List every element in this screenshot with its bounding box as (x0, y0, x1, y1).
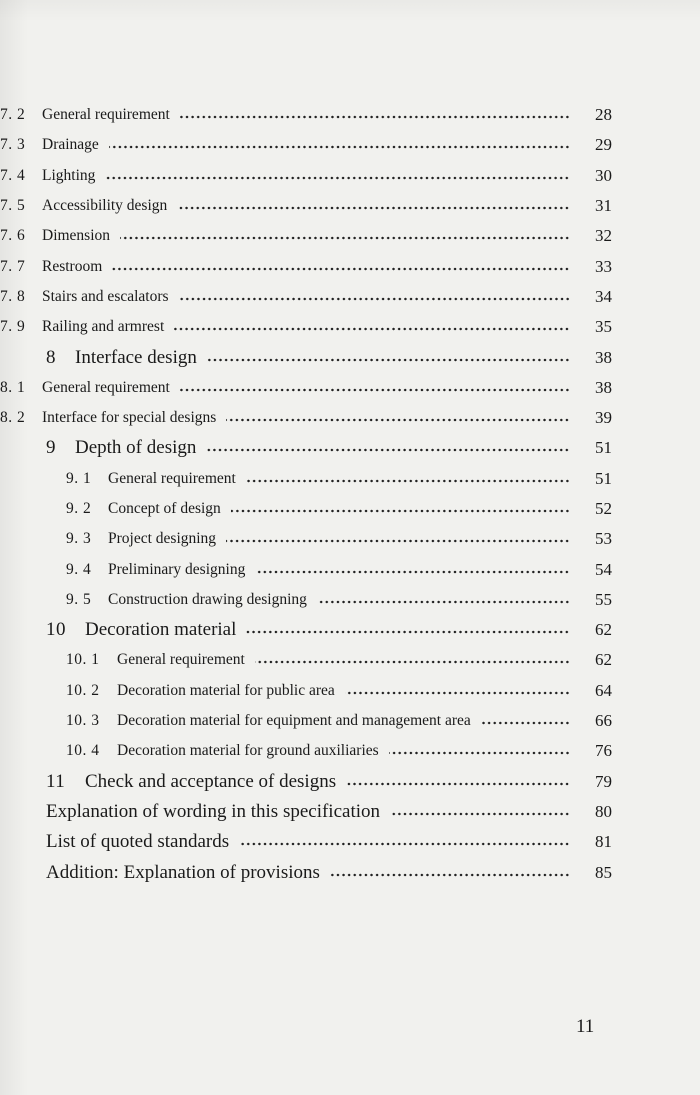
page-number: 28 (595, 105, 612, 125)
dot-leader (180, 115, 570, 119)
chapter-number: 10 (46, 619, 66, 641)
section-title: Preliminary designing (108, 560, 246, 578)
dot-leader (246, 630, 570, 634)
page-number: 62 (595, 650, 612, 670)
section-number: 9. 3 (66, 530, 92, 548)
section-number: 10. 1 (66, 651, 100, 669)
section-number: 7. 7 (0, 257, 26, 275)
toc-entry-addition[interactable] (0, 857, 700, 887)
section-number: 7. 4 (0, 166, 26, 184)
toc-entry-explanation-of-wording[interactable] (0, 797, 700, 827)
page-number: 31 (595, 196, 612, 216)
toc-entry-9-2[interactable] (0, 494, 700, 524)
section-title: Decoration material for equipment and management area (117, 712, 471, 730)
dot-leader (345, 691, 570, 695)
dot-leader (174, 327, 570, 331)
chapter-title: Explanation of wording in this specification (46, 800, 381, 822)
section-title: Accessibility design (42, 197, 168, 215)
toc-entry-10-4[interactable] (0, 736, 700, 766)
section-title: Stairs and escalators (42, 287, 169, 305)
section-title: General requirement (42, 378, 170, 396)
page-number: 66 (595, 711, 612, 731)
section-title: Interface for special designs (42, 409, 217, 427)
section-number: 8. 2 (0, 409, 26, 427)
chapter-title: Decoration material (85, 619, 237, 641)
page-number: 64 (595, 680, 612, 700)
toc-entry-7-9[interactable] (0, 312, 700, 342)
page-number: 80 (595, 801, 612, 821)
section-title: Railing and armrest (42, 318, 165, 336)
table-of-contents (0, 100, 700, 888)
page-number: 76 (595, 741, 612, 761)
section-number: 10. 2 (66, 681, 100, 699)
chapter-title: Check and acceptance of designs (85, 770, 337, 792)
page-number: 38 (595, 377, 612, 397)
toc-entry-7-4[interactable] (0, 161, 700, 191)
section-title: Restroom (42, 257, 103, 275)
dot-leader (226, 418, 570, 422)
toc-entry-8-2[interactable] (0, 403, 700, 433)
section-number: 7. 6 (0, 227, 26, 245)
dot-leader (177, 206, 570, 210)
page-number: 38 (595, 347, 612, 367)
page-number: 62 (595, 620, 612, 640)
dot-leader (255, 570, 570, 574)
toc-entry-8[interactable] (0, 342, 700, 372)
page-number: 34 (595, 286, 612, 306)
toc-entry-7-8[interactable] (0, 282, 700, 312)
section-number: 10. 4 (66, 742, 100, 760)
toc-entry-quoted-standards[interactable] (0, 827, 700, 857)
toc-entry-7-7[interactable] (0, 251, 700, 281)
dot-leader (389, 751, 570, 755)
dot-leader (330, 873, 570, 877)
section-title: Drainage (42, 136, 99, 154)
page-number: 53 (595, 529, 612, 549)
chapter-title: Depth of design (75, 437, 197, 459)
section-title: Construction drawing designing (108, 590, 307, 608)
section-title: General requirement (108, 469, 236, 487)
chapter-title: List of quoted standards (46, 831, 230, 853)
chapter-number: 9 (46, 437, 56, 459)
page-number: 81 (595, 832, 612, 852)
page-number: 51 (595, 468, 612, 488)
section-number: 9. 2 (66, 500, 92, 517)
toc-entry-9-4[interactable] (0, 554, 700, 584)
section-number: 8. 1 (0, 378, 26, 396)
section-title: Dimension (42, 227, 111, 245)
toc-entry-7-2[interactable] (0, 100, 700, 130)
folio-page-number: 11 (576, 1016, 595, 1037)
section-title: Project designing (108, 530, 217, 548)
section-title: Lighting (42, 166, 96, 184)
chapter-title: Interface design (75, 346, 197, 368)
section-number: 10. 3 (66, 712, 100, 730)
section-title: Concept of design (108, 500, 221, 517)
page-number: 54 (595, 559, 612, 579)
toc-entry-8-1[interactable] (0, 373, 700, 403)
section-number: 9. 4 (66, 560, 92, 578)
chapter-title: Addition: Explanation of provisions (46, 861, 320, 883)
section-number: 7. 8 (0, 287, 26, 305)
toc-entry-10-3[interactable] (0, 706, 700, 736)
toc-entry-11[interactable] (0, 767, 700, 797)
section-number: 7. 3 (0, 136, 26, 154)
section-number: 7. 9 (0, 318, 26, 336)
dot-leader (206, 448, 570, 452)
dot-leader (179, 297, 570, 301)
toc-entry-7-5[interactable] (0, 191, 700, 221)
dot-leader (317, 600, 570, 604)
dot-leader (109, 145, 570, 149)
section-title: Decoration material for public area (117, 681, 335, 699)
page-number: 55 (595, 589, 612, 609)
dot-leader (239, 842, 570, 846)
toc-entry-10[interactable] (0, 615, 700, 645)
page-number: 32 (595, 226, 612, 246)
dot-leader (207, 358, 570, 362)
toc-entry-7-3[interactable] (0, 130, 700, 160)
page-number: 51 (595, 438, 612, 458)
page-number: 30 (595, 165, 612, 185)
toc-entry-9-3[interactable] (0, 524, 700, 554)
page-number: 79 (595, 771, 612, 791)
page-number: 85 (595, 862, 612, 882)
section-number: 7. 2 (0, 106, 26, 124)
page-number: 35 (595, 317, 612, 337)
dot-leader (180, 388, 570, 392)
page-number: 33 (595, 256, 612, 276)
dot-leader (120, 236, 570, 240)
section-title: Decoration material for ground auxiliaries (117, 742, 379, 760)
section-title: General requirement (42, 106, 170, 124)
toc-entry-7-6[interactable] (0, 221, 700, 251)
dot-leader (105, 176, 570, 180)
dot-leader (226, 539, 570, 543)
dot-leader (255, 660, 570, 664)
section-title: General requirement (117, 651, 245, 669)
toc-entry-9-5[interactable] (0, 585, 700, 615)
dot-leader (346, 782, 570, 786)
dot-leader (231, 509, 570, 513)
dot-leader (390, 812, 570, 816)
toc-entry-9-1[interactable] (0, 464, 700, 494)
toc-entry-10-1[interactable] (0, 645, 700, 675)
section-number: 9. 1 (66, 469, 92, 487)
chapter-number: 8 (46, 346, 56, 368)
chapter-number: 11 (46, 770, 66, 792)
dot-leader (112, 267, 570, 271)
page-number: 29 (595, 135, 612, 155)
dot-leader (481, 721, 570, 725)
dot-leader (246, 479, 570, 483)
page-number: 39 (595, 408, 612, 428)
toc-entry-10-2[interactable] (0, 676, 700, 706)
section-number: 7. 5 (0, 197, 26, 215)
section-number: 9. 5 (66, 590, 92, 608)
page-number: 52 (595, 499, 612, 518)
toc-entry-9[interactable] (0, 433, 700, 463)
